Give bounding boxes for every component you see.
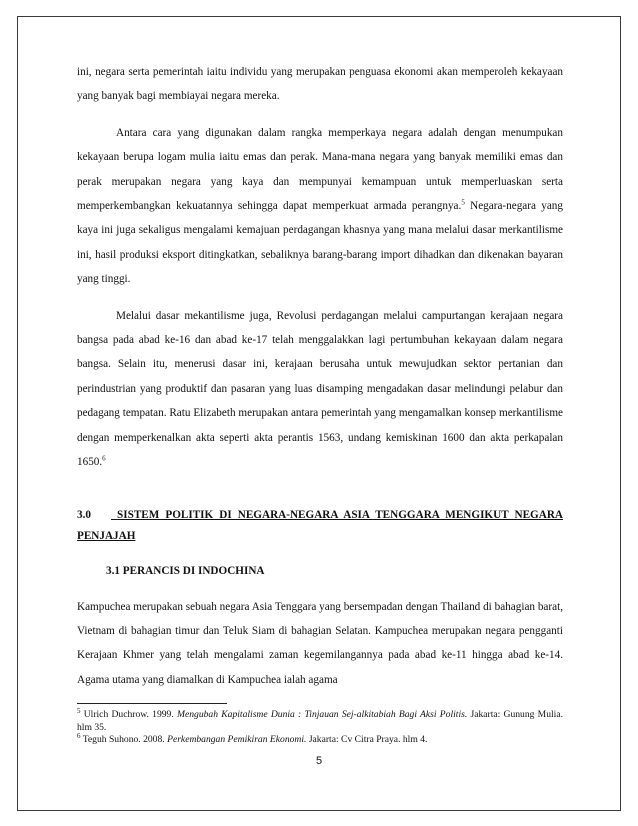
footnote-title: Perkembangan Pemikiran Ekonomi. [167,734,307,745]
paragraph-continuation: ini, negara serta pemerintah iaitu individu yang merupakan penguasa ekonomi akan memperoleh kekayaan yang banyak bagi membiayai negara mereka. [77,66,563,103]
section-number: 3.0 [77,508,91,521]
paragraph-kampuchea: Kampuchea merupakan sebuah negara Asia Tenggara yang bersempadan dengan Thailand di bahagian barat, Vietnam di bahagian timur dan Teluk Siam di bahagian Selatan. Kampuchea merupakan negara pengganti Kerajaan Khmer yang telah mengalami zaman kegemilangannya pada abad ke-11 hingga abad ke-14. Agama utama yang diamalkan di Kampuchea ialah agama [77,600,563,686]
paragraph-text: Antara cara yang digunakan dalam rangka memperkaya negara adalah dengan menumpukan kekayaan berupa logam mulia iaitu emas dan perak. Mana-mana negara yang banyak memiliki emas dan perak merupakan negara yang kaya dan mempunyai kemampuan untuk memperluaskan serta memperkembangkan kekuatannya sehingga dapat memperkuat armada perangnya. [77,126,563,213]
footnote-number: 6 [77,731,81,740]
footnote-number: 5 [77,706,81,715]
paragraph-text: Melalui dasar mekantilisme juga, Revolusi perdagangan melalui campurtangan kerajaan negara bangsa pada abad ke-16 dan abad ke-17 telah menggalakkan lagi pertumbuhan kekayaan dalam negara bangsa. Selain itu, menerusi dasar ini, kerajaan berusaha untuk mewujudkan sektor pertanian dan perindustrian yang produktif dan pasaran yang luas disamping mengadakan dasar melindungi pelabur dan pedagang tempatan. Ratu Elizabeth merupakan antara pemerintah yang mengamalkan konsep merkantilisme dengan memperkenalkan akta seperti akta perantis 1563, undang kemiskinan 1600 dan akta perkapalan 1650. [77,309,563,469]
section-title: SISTEM POLITIK DI NEGARA-NEGARA ASIA TENGGARA MENGIKUT NEGARA PENJAJAH [77,508,564,542]
footnote [77,731,563,747]
footnote [77,706,563,734]
paragraph-text: Negara-negara yang kaya ini juga sekaligus mengalami kemajuan perdagangan khasnya yang mana melalui dasar merkantilisme ini, hasil produksi eksport ditingkatkan, sebaliknya barang-barang import dihadkan dan dikenakan bayaran yang tinggi. [77,200,563,286]
footnote-divider [77,703,227,704]
footnote-suffix: Jakarta: Cv Citra Praya. hlm 4. [306,734,428,745]
document-body [77,60,563,692]
paragraph-trade-revolution [77,304,563,475]
footnote-reference: 6 [102,454,106,463]
footnote-suffix: Jakarta: Gunung Mulia. hlm 35. [77,709,563,733]
footnotes [77,706,563,747]
page-number: 5 [315,755,323,767]
paragraph-wealth-accumulation [77,121,563,292]
footnote-prefix: Ulrich Duchrow. 1999. [80,709,177,720]
footnote-title: Mengubah Kapitalisme Dunia : Tinjauan Sej-alkitabiah Bagi Aksi Politis. [176,709,468,720]
footnote-prefix: Teguh Suhono. 2008. [80,734,168,745]
footnote-reference: 5 [461,198,465,207]
subsection-heading: 3.1 PERANCIS DI INDOCHINA [106,564,265,577]
section-heading [77,505,563,547]
